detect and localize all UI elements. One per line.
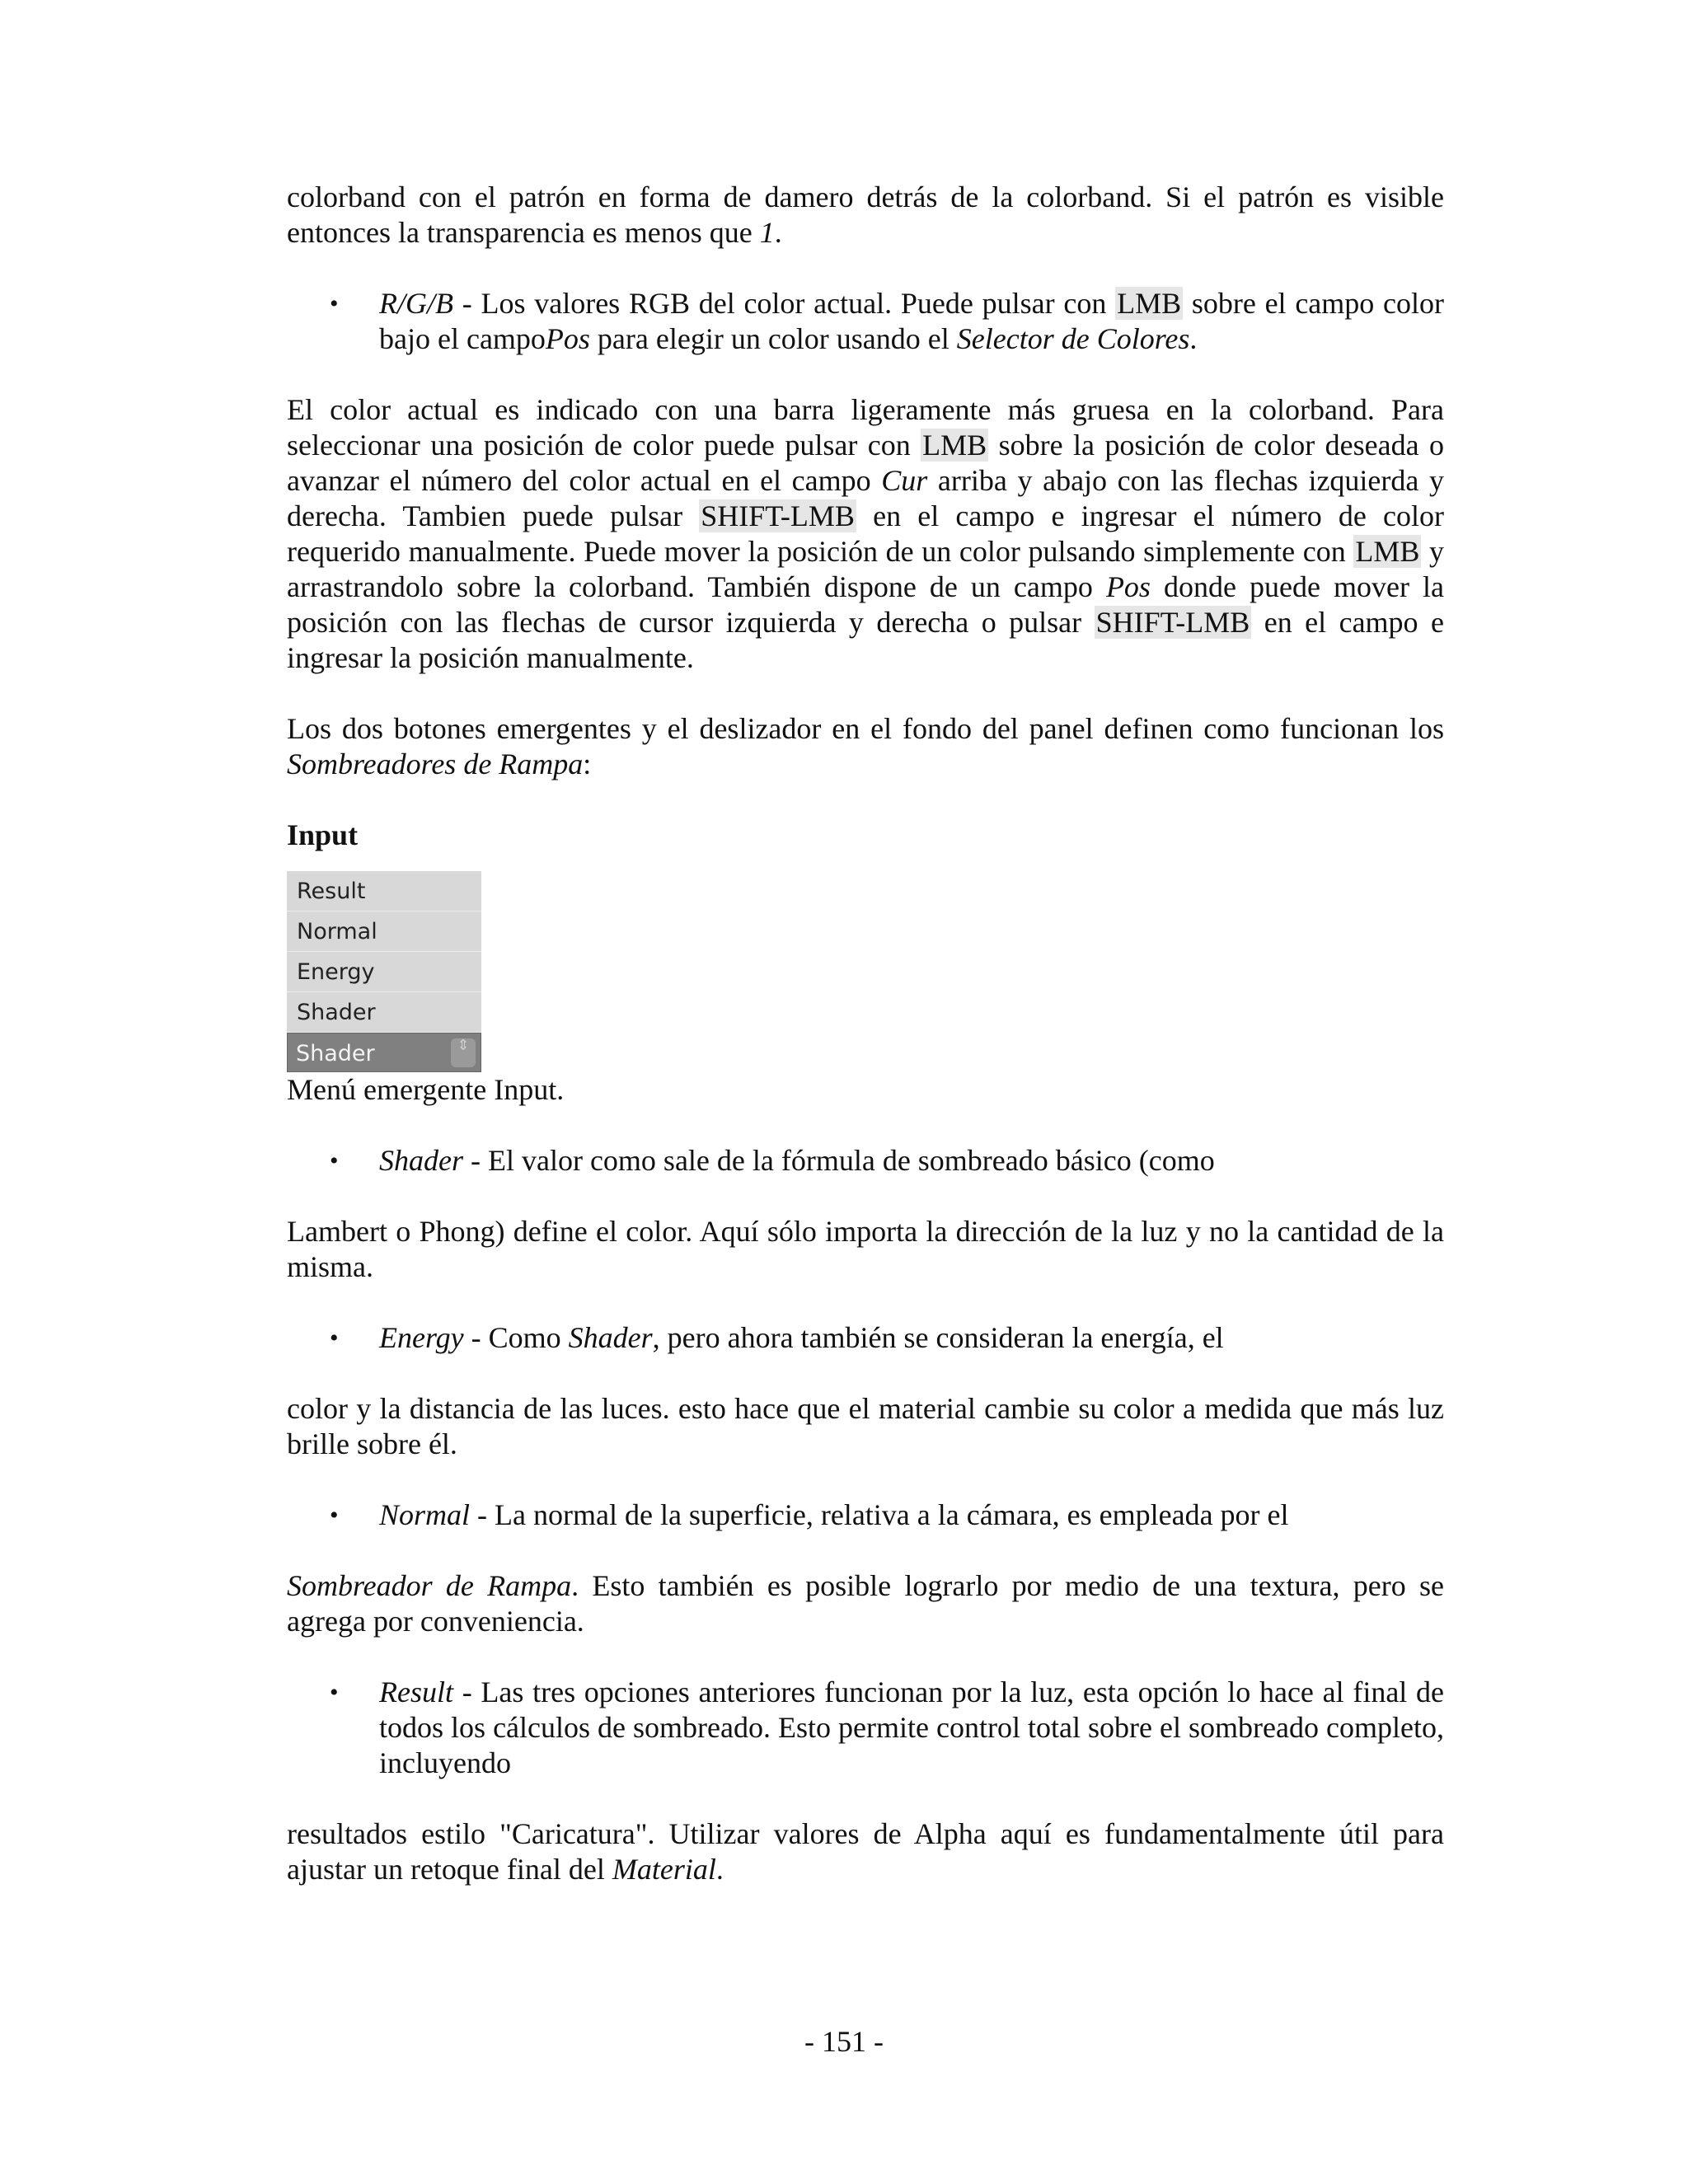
emphasis: Pos (1105, 570, 1151, 603)
text: . (715, 1853, 724, 1886)
bullet-dot: • (330, 1502, 339, 1529)
text: donde puede mover la posición con las flechas de cursor izquierda y derecha o pulsar (287, 570, 1444, 639)
paragraph-ramp-shaders (287, 711, 1444, 782)
text: resultados estilo "Caricatura". Utilizar valores de Alpha aquí es fundamentalmente útil para ajustar un retoque final del (287, 1817, 1444, 1886)
text: - La normal de la superficie, relativa a la cámara, es empleada por el (470, 1498, 1289, 1531)
emphasis: Sombreadores de Rampa (287, 748, 584, 780)
text: - Los valores RGB del color actual. Puede pulsar con (452, 287, 1116, 320)
term-shader: Shader (379, 1144, 463, 1177)
bullet-shader (287, 1143, 1444, 1179)
bullet-result (287, 1675, 1444, 1781)
emphasis: 1 (759, 216, 775, 249)
paragraph-ramp-shader-texture (287, 1568, 1444, 1639)
term-rgb: R/G/B (379, 287, 453, 320)
page-content (287, 180, 1444, 1887)
text: : (583, 748, 592, 780)
term-result: Result (379, 1675, 453, 1708)
text: colorband con el patrón en forma de damero detrás de la colorband. Si el patrón es visible entonces la transparencia es menos que (287, 180, 1444, 249)
menu-item-normal[interactable]: Normal (287, 912, 481, 952)
menu-item-energy[interactable]: Energy (287, 952, 481, 992)
up-down-arrows-icon: ⇕ (451, 1038, 476, 1067)
term-normal: Normal (379, 1498, 471, 1531)
key-lmb: LMB (1355, 535, 1420, 568)
input-select-button[interactable] (287, 1033, 481, 1072)
bullet-normal (287, 1497, 1444, 1533)
text: arriba y abajo con las flechas izquierda y derecha. Tambien puede pulsar (287, 464, 1444, 532)
text: sobre la posición de color deseada o avanzar el número del color actual en el campo (287, 429, 1444, 497)
emphasis: Selector de Colores (956, 322, 1190, 355)
bullet-dot: • (330, 1679, 339, 1706)
key-shift-lmb: SHIFT-LMB (1095, 606, 1250, 639)
figure-caption: Menú emergente Input. (287, 1073, 565, 1106)
paragraph-current-color (287, 392, 1444, 676)
key-lmb: LMB (922, 429, 987, 462)
bullet-dot: • (330, 1324, 339, 1352)
text: en el campo e ingresar la posición manualmente. (287, 606, 1444, 674)
term-energy: Energy (379, 1321, 464, 1354)
text: - Como (463, 1321, 569, 1354)
text: , pero ahora también se consideran la energía, el (652, 1321, 1224, 1354)
paragraph-colorband-checker (287, 180, 1444, 251)
bullet-energy (287, 1320, 1444, 1356)
emphasis: Cur (881, 464, 928, 497)
key-shift-lmb: SHIFT-LMB (701, 499, 855, 532)
bullet-rgb (287, 286, 1444, 357)
text: . (1189, 322, 1198, 355)
text: . (774, 216, 782, 249)
text: en el campo e ingresar el número de color requerido manualmente. Puede mover la posición de un color pulsando simplemente con (287, 499, 1444, 568)
key-lmb: LMB (1117, 287, 1182, 320)
page-number: - 151 - (804, 2025, 884, 2058)
paragraph-light-distance: color y la distancia de las luces. esto hace que el material cambie su color a medida que más luz brille sobre él. (287, 1392, 1444, 1460)
bullet-dot: • (330, 1147, 339, 1174)
text: sobre el campo color bajo el campo (379, 287, 1444, 355)
text: para elegir un color usando el (589, 322, 957, 355)
input-select-value: Shader (296, 1041, 375, 1066)
paragraph-lambert-phong: Lambert o Phong) define el color. Aquí sólo importa la dirección de la luz y no la cantidad de la misma. (287, 1215, 1444, 1283)
emphasis: Shader (568, 1321, 653, 1354)
paragraph-cartoon-results (287, 1816, 1444, 1887)
text: y arrastrandolo sobre la colorband. También dispone de un campo (287, 535, 1444, 603)
emphasis: Pos (545, 322, 590, 355)
emphasis: Sombreador de Rampa (287, 1569, 572, 1602)
text: El color actual es indicado con una barra ligeramente más gruesa en la colorband. Para seleccionar una posición de color puede pulsar con (287, 393, 1444, 462)
menu-item-shader[interactable]: Shader (287, 992, 481, 1033)
text: . Esto también es posible lograrlo por medio de una textura, pero se agrega por conveniencia. (287, 1569, 1444, 1638)
text: - El valor como sale de la fórmula de sombreado básico (como (463, 1144, 1215, 1177)
menu-item-result[interactable]: Result (287, 871, 481, 912)
text: - Las tres opciones anteriores funcionan por la luz, esta opción lo hace al final de todos los cálculos de sombreado. Esto permite control total sobre el sombreado completo, incluyendo (379, 1675, 1444, 1779)
bullet-dot: • (330, 290, 339, 317)
heading-input: Input (287, 818, 359, 851)
text: Los dos botones emergentes y el deslizador en el fondo del panel definen como funcionan los (287, 712, 1444, 745)
emphasis: Material (612, 1853, 716, 1886)
input-popup-menu (287, 871, 481, 1072)
